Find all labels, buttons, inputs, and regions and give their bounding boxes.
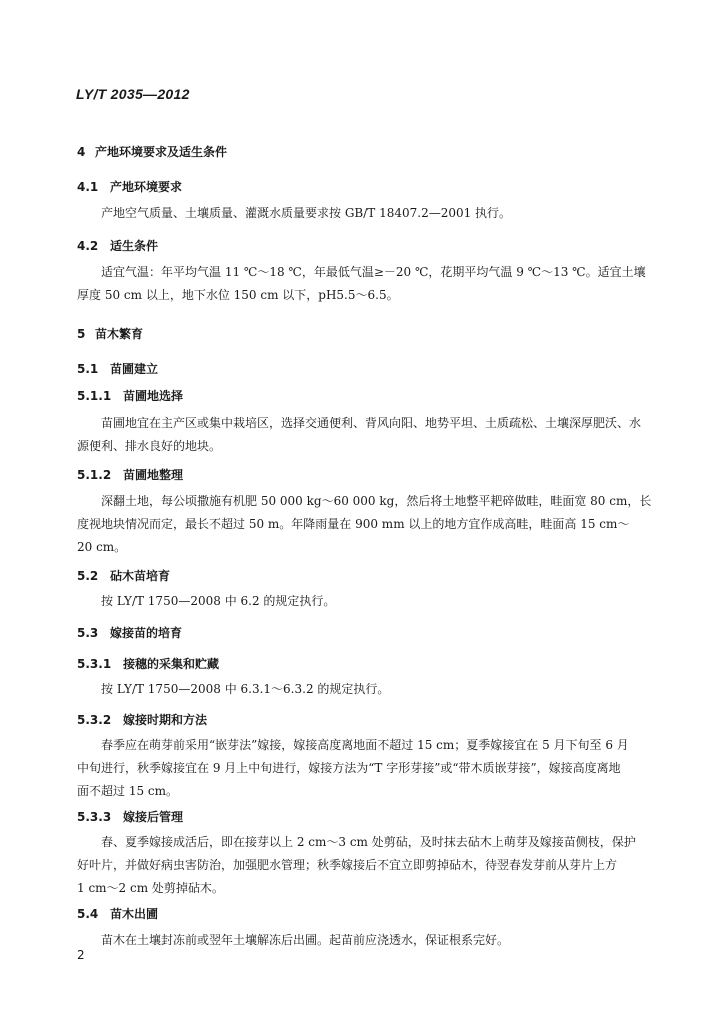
paragraph-5-3-3 bbox=[77, 831, 636, 900]
heading-title: 嫁接时期和方法 bbox=[123, 713, 208, 727]
heading-title: 适生条件 bbox=[110, 239, 159, 253]
heading-title: 嫁接苗的培育 bbox=[110, 626, 183, 640]
paragraph-line: 春、夏季嫁接成活后，即在接芽以上 2 cm～3 cm 处剪砧，及时抹去砧木上萌芽及嫁接苗侧枝，保护 bbox=[101, 835, 636, 849]
paragraph-5-4 bbox=[77, 929, 632, 952]
heading-number: 4.2 bbox=[77, 239, 99, 253]
paragraph-5-3-1 bbox=[77, 678, 632, 701]
heading-5-2 bbox=[77, 567, 170, 584]
heading-number: 4.1 bbox=[77, 180, 99, 194]
paragraph-4-1 bbox=[77, 202, 632, 225]
heading-number: 5.3 bbox=[77, 626, 99, 640]
heading-5-1-2 bbox=[77, 466, 183, 483]
heading-title: 砧木苗培育 bbox=[110, 569, 171, 583]
heading-5-3 bbox=[77, 624, 182, 641]
heading-title: 嫁接后管理 bbox=[123, 810, 184, 824]
heading-number: 4 bbox=[77, 145, 86, 159]
heading-4-1 bbox=[77, 178, 182, 195]
heading-number: 5.1.1 bbox=[77, 389, 112, 403]
paragraph-line: 按 LY/T 1750—2008 中 6.2 的规定执行。 bbox=[101, 594, 336, 608]
paragraph-line: 春季应在萌芽前采用“嵌芽法”嫁接，嫁接高度离地面不超过 15 cm；夏季嫁接宜在 5 月下旬至 6 月 bbox=[101, 738, 629, 752]
heading-title: 产地环境要求 bbox=[110, 180, 183, 194]
heading-number: 5.4 bbox=[77, 907, 99, 921]
paragraph-line: 中旬进行，秋季嫁接宜在 9 月上中旬进行，嫁接方法为“T 字形芽接”或“带木质嵌芽接”，嫁接高度离地 bbox=[77, 761, 621, 775]
heading-5-1 bbox=[77, 360, 158, 377]
paragraph-line: 源便利、排水良好的地块。 bbox=[77, 439, 222, 453]
paragraph-line: 苗木在土壤封冻前或翌年土壤解冻后出圃。起苗前应浇透水，保证根系完好。 bbox=[101, 933, 510, 947]
heading-number: 5.3.2 bbox=[77, 713, 112, 727]
heading-title: 苗木出圃 bbox=[110, 907, 159, 921]
page-number: 2 bbox=[77, 948, 85, 962]
paragraph-line: 厚度 50 cm 以上，地下水位 150 cm 以下，pH5.5～6.5。 bbox=[77, 288, 399, 302]
heading-4 bbox=[77, 143, 227, 160]
heading-5-1-1 bbox=[77, 387, 183, 404]
paragraph-line: 1 cm～2 cm 处剪掉砧木。 bbox=[77, 881, 224, 895]
paragraph-5-2 bbox=[77, 590, 632, 613]
heading-number: 5.3.3 bbox=[77, 810, 112, 824]
heading-number: 5.2 bbox=[77, 569, 99, 583]
paragraph-4-2 bbox=[77, 261, 646, 307]
paragraph-line: 按 LY/T 1750—2008 中 6.3.1～6.3.2 的规定执行。 bbox=[101, 682, 390, 696]
heading-title: 接穗的采集和贮藏 bbox=[123, 657, 220, 671]
heading-number: 5.1.2 bbox=[77, 468, 112, 482]
heading-title: 产地环境要求及适生条件 bbox=[95, 145, 228, 159]
heading-title: 苗圃地选择 bbox=[123, 389, 184, 403]
heading-number: 5.3.1 bbox=[77, 657, 112, 671]
heading-5 bbox=[77, 325, 143, 342]
heading-5-3-1 bbox=[77, 655, 219, 672]
paragraph-5-1-2 bbox=[77, 490, 652, 559]
paragraph-5-3-2 bbox=[77, 734, 632, 803]
heading-number: 5 bbox=[77, 327, 86, 341]
heading-5-4 bbox=[77, 905, 158, 922]
document-code: LY/T 2035—2012 bbox=[76, 86, 190, 102]
paragraph-line: 度视地块情况而定，最长不超过 50 m。年降雨量在 900 mm 以上的地方宜作成高畦，畦面高 15 cm～ bbox=[77, 517, 630, 531]
paragraph-line: 苗圃地宜在主产区或集中栽培区，选择交通便利、背风向阳、地势平坦、土质疏松、土壤深厚肥沃、水 bbox=[101, 416, 642, 430]
paragraph-line: 适宜气温：年平均气温 11 ℃～18 ℃，年最低气温≥－20 ℃，花期平均气温 9 ℃～13 ℃。适宜土壤 bbox=[101, 265, 646, 279]
heading-number: 5.1 bbox=[77, 362, 99, 376]
paragraph-line: 面不超过 15 cm。 bbox=[77, 784, 178, 798]
paragraph-line: 好叶片，并做好病虫害防治，加强肥水管理；秋季嫁接后不宜立即剪掉砧木，待翌春发芽前从芽片上方 bbox=[77, 858, 618, 872]
heading-5-3-2 bbox=[77, 711, 207, 728]
heading-4-2 bbox=[77, 237, 158, 254]
heading-5-3-3 bbox=[77, 808, 183, 825]
paragraph-line: 产地空气质量、土壤质量、灌溉水质量要求按 GB/T 18407.2—2001 执行。 bbox=[101, 206, 512, 220]
heading-title: 苗圃建立 bbox=[110, 362, 159, 376]
paragraph-line: 20 cm。 bbox=[77, 540, 127, 554]
heading-title: 苗木繁育 bbox=[95, 327, 144, 341]
paragraph-line: 深翻土地，每公顷撒施有机肥 50 000 kg～60 000 kg，然后将土地整平耙碎做畦，畦面宽 80 cm，长 bbox=[101, 494, 652, 508]
paragraph-5-1-1 bbox=[77, 412, 642, 458]
heading-title: 苗圃地整理 bbox=[123, 468, 184, 482]
